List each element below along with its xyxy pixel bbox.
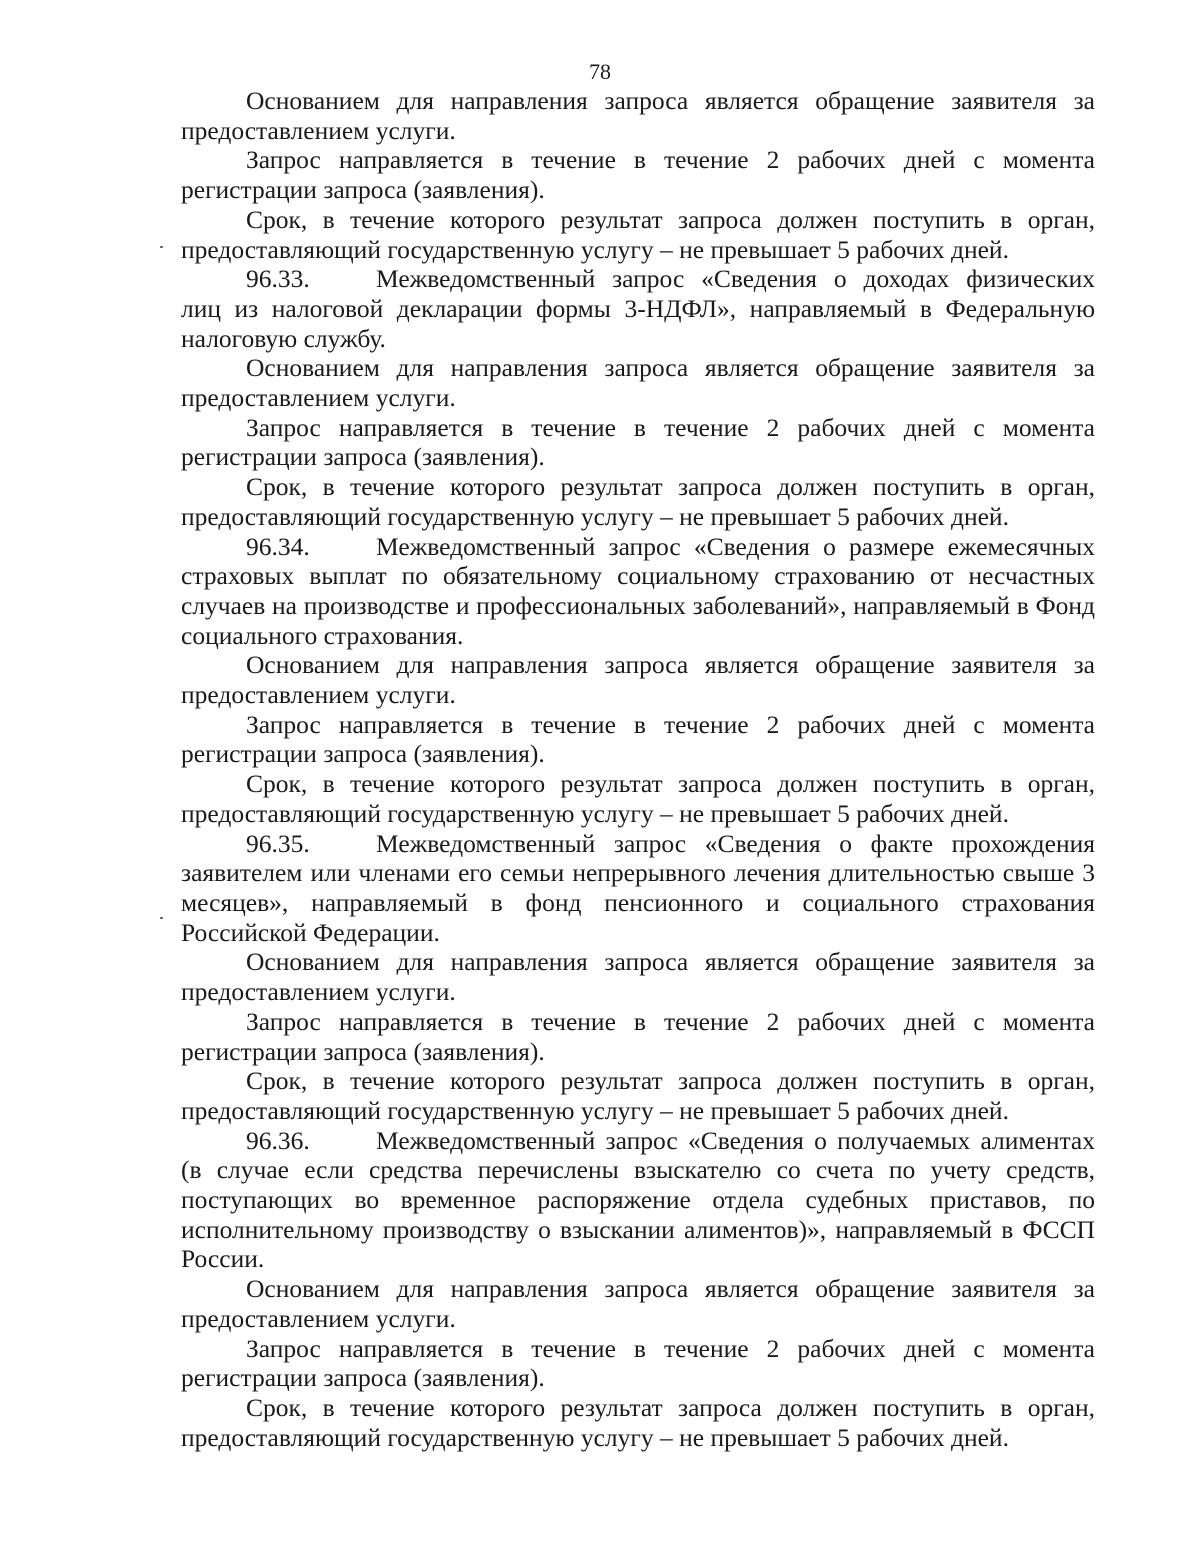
item-number: 96.34.: [246, 531, 310, 561]
paragraph: Срок, в течение которого результат запроса должен поступить в орган, предоставляющий государственную услугу – не превышает 5 рабочих дней.: [181, 1066, 1095, 1125]
page-number: 78: [589, 59, 611, 84]
paragraph: Срок, в течение которого результат запроса должен поступить в орган, предоставляющий государственную услугу – не превышает 5 рабочих дней.: [181, 1392, 1095, 1452]
item-title-start: Межведомственный запрос «Сведения о факте прохождения: [376, 828, 1095, 858]
paragraph: Срок, в течение которого результат запроса должен поступить в орган, предоставляющий государственную услугу – не превышает 5 рабочих дней.: [181, 769, 1095, 828]
numbered-item: [181, 532, 1095, 651]
paragraph: Основанием для направления запроса является обращение заявителя за предоставлением услуги.: [181, 1274, 1095, 1333]
paragraph: Срок, в течение которого результат запроса должен поступить в орган, предоставляющий государственную услугу – не превышает 5 рабочих дней.: [181, 472, 1095, 531]
item-first-line: [181, 829, 1095, 859]
item-title-continuation: страховых выплат по обязательному социальному страхованию от несчастных случаев на производстве и профессиональных заболеваний», направляемый в Фонд социального страхования.: [181, 561, 1095, 650]
paragraph: Запрос направляется в течение в течение 2 рабочих дней с момента регистрации запроса (заявления).: [181, 145, 1095, 205]
scan-speck: [160, 246, 163, 248]
item-first-line: [181, 532, 1095, 562]
numbered-item: [181, 264, 1095, 353]
scan-speck: [160, 917, 163, 919]
item-number: 96.33.: [246, 264, 310, 294]
paragraph: Запрос направляется в течение в течение 2 рабочих дней с момента регистрации запроса (заявления).: [181, 412, 1095, 472]
item-title-start: Межведомственный запрос «Сведения о доходах физических: [376, 264, 1095, 294]
paragraph: Основанием для направления запроса является обращение заявителя за предоставлением услуги.: [181, 86, 1095, 145]
paragraph: Запрос направляется в течение в течение 2 рабочих дней с момента регистрации запроса (заявления).: [181, 709, 1095, 769]
item-number: 96.35.: [246, 828, 310, 858]
numbered-item: [181, 829, 1095, 948]
item-first-line: [181, 1126, 1095, 1156]
item-title-continuation: заявителем или членами его семьи непрерывного лечения длительностью свыше 3 месяцев», направляемый в фонд пенсионного и социального страхования Российской Федерации.: [181, 858, 1095, 947]
paragraph: Срок, в течение которого результат запроса должен поступить в орган, предоставляющий государственную услугу – не превышает 5 рабочих дней.: [181, 204, 1095, 264]
item-title-continuation: лиц из налоговой декларации формы 3-НДФЛ», направляемый в Федеральную налоговую службу.: [181, 293, 1095, 353]
paragraph: Запрос направляется в течение в течение 2 рабочих дней с момента регистрации запроса (заявления).: [181, 1006, 1095, 1066]
item-title-continuation: (в случае если средства перечислены взыскателю со счета по учету средств, поступающих во временное распоряжение отдела судебных приставов, по исполнительному производству о взыскании алиментов)», направляемый в ФССП России.: [181, 1155, 1095, 1274]
paragraph: Основанием для направления запроса является обращение заявителя за предоставлением услуги.: [181, 947, 1095, 1007]
item-first-line: [181, 264, 1095, 294]
document-body: [181, 86, 1095, 1452]
paragraph: Основанием для направления запроса является обращение заявителя за предоставлением услуги.: [181, 650, 1095, 710]
item-number: 96.36.: [246, 1125, 310, 1155]
paragraph: Запрос направляется в течение в течение 2 рабочих дней с момента регистрации запроса (заявления).: [181, 1333, 1095, 1393]
item-title-start: Межведомственный запрос «Сведения о получаемых алиментах: [376, 1125, 1095, 1155]
paragraph: Основанием для направления запроса является обращение заявителя за предоставлением услуги.: [181, 353, 1095, 413]
numbered-item: [181, 1126, 1095, 1275]
item-title-start: Межведомственный запрос «Сведения о размере ежемесячных: [376, 531, 1095, 561]
